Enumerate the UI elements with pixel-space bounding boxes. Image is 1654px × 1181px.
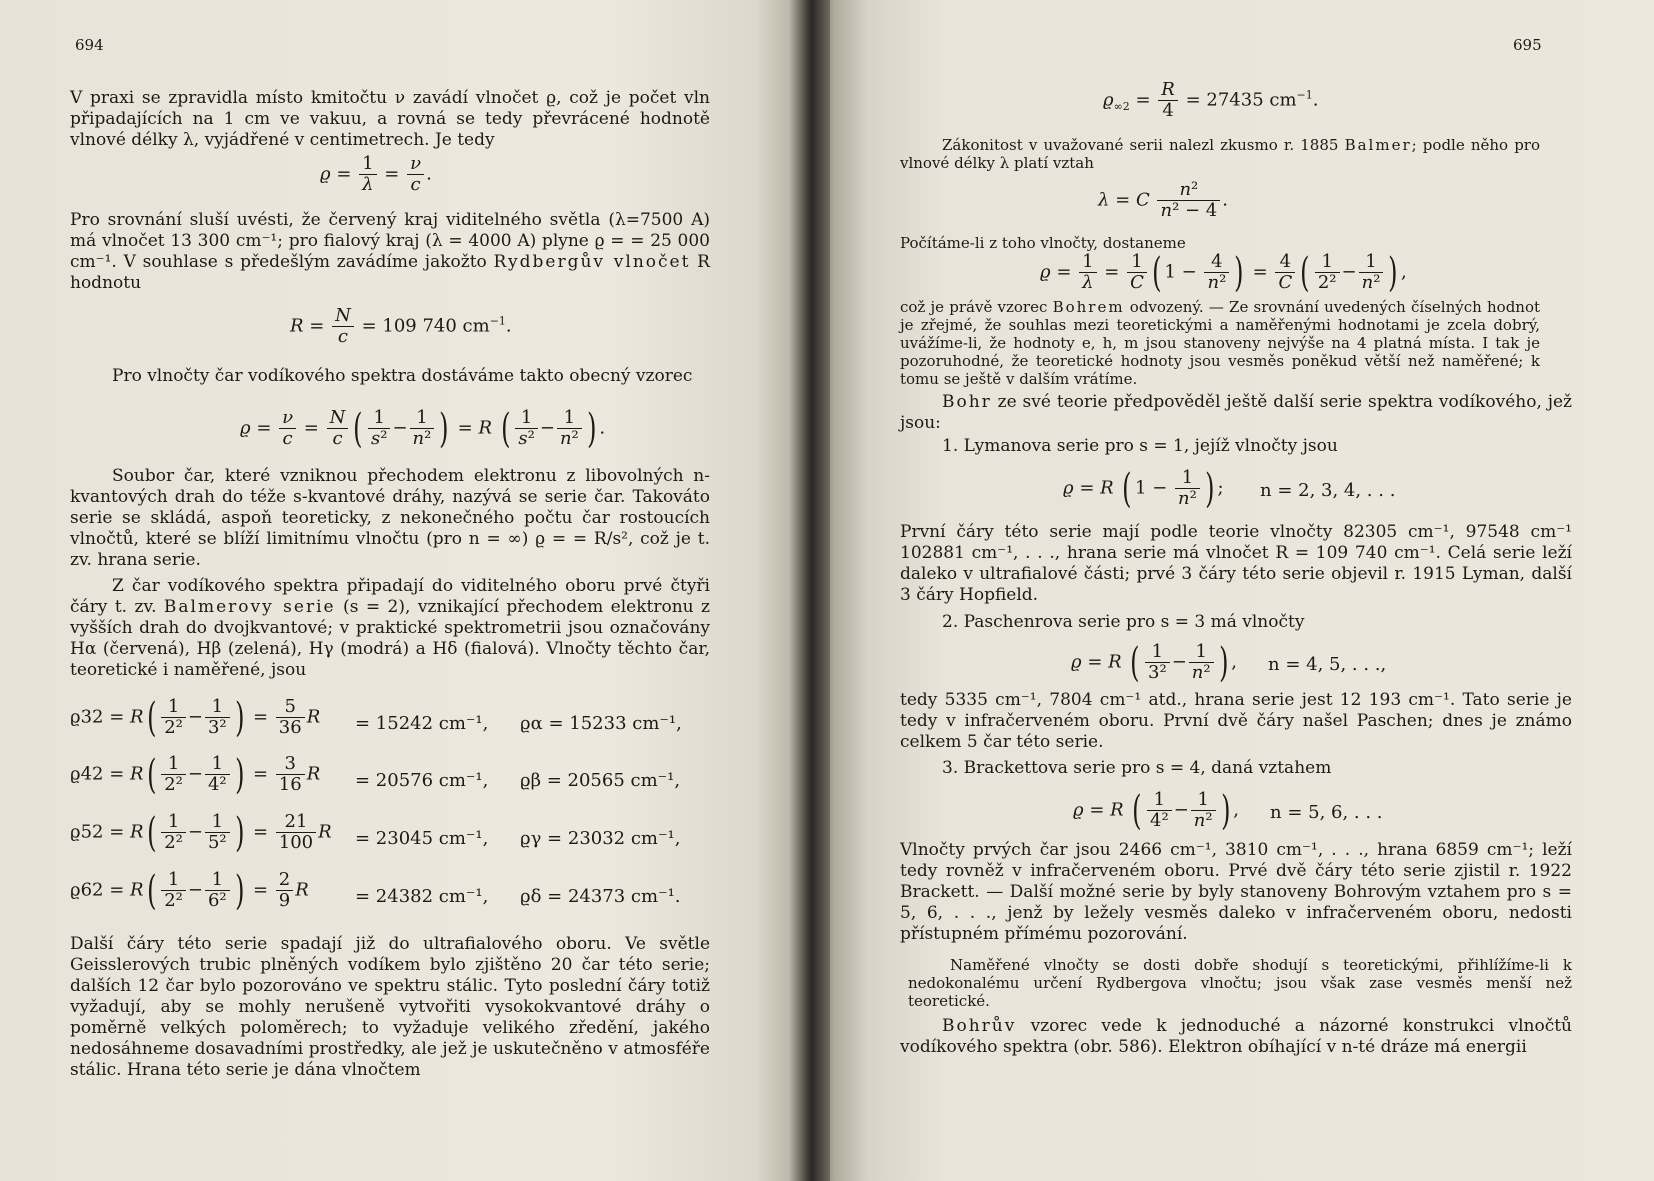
brackett-text: Vlnočty prvých čar jsou 2466 cm⁻¹, 3810 cm⁻¹, . . ., hrana 6859 cm⁻¹; leží tedy rovněž v infračerveném oboru. Prvé dvě čáry této serie zjistil r. 1922 Brackett. — Další možné serie by byly stanoveny Bohrovým vztahem pro s = 5, 6, . . ., jenž by ležely vesměs daleko v infračerveném oboru, nedosti přístupném přímému pozorování. — [900, 840, 1572, 944]
right-paragraph-4: Bohr ze své teorie předpověděl ještě další serie spektra vodíkového, jež jsou: — [900, 392, 1572, 433]
left-paragraph-4: Soubor čar, které vzniknou přechodem elektronu z libovolných n-kvantových drah do téže s-kvantové dráhy, nazývá se serie čar. Takováto serie se skládá, aspoň teoreticky, z nekonečného počtu čar rostoucích vlnočtů, které se blíží limitnímu vlnočtu (pro n = ∞) ϱ = = R/s², což je t. zv. hrana serie. — [70, 466, 710, 570]
left-equation-1: ϱ = $\frac{1}{\lambda}$ = $\frac{\nu}{c}$ . — [320, 153, 432, 195]
balmer-measured: ϱγ = 23032 cm⁻¹, — [520, 828, 681, 849]
balmer-measured: ϱα = 15233 cm⁻¹, — [520, 713, 682, 734]
left-equation-3: ϱ = $\frac{\nu}{c}$ = $\frac{N}{c}$ ( $\frac{1}{\text{s²}}$ − $\frac{1}{\text{n²}}$ ) = R ( $\frac{1}{\text{s²}}$ − $\frac{1}{\text{n²}}$ ) . — [240, 405, 606, 452]
brackett-equation: ϱ = R ( $\frac{1}{\text{4²}}$ − $\frac{1}{\text{n²}}$ ) , — [1073, 787, 1239, 834]
balmer-row: ϱ52 = R( $\frac{1}{\text{2²}}$ − $\frac{1}{\text{5²}}$ ) = $\frac{21}{100}$ R — [70, 809, 332, 856]
brackett-n-range: n = 5, 6, . . . — [1270, 802, 1383, 823]
right-page — [818, 0, 1654, 1181]
lyman-heading: 1. Lymanova serie pro s = 1, jejíž vlnočty jsou — [942, 436, 1338, 456]
right-paragraph-2: Počítáme-li z toho vlnočty, dostaneme — [900, 234, 1186, 252]
left-paragraph-3: Pro vlnočty čar vodíkového spektra dostáváme takto obecný vzorec — [112, 366, 693, 386]
lyman-equation: ϱ = R ( 1 − $\frac{1}{\text{n²}}$ ) ; — [1063, 465, 1224, 512]
left-paragraph-2: Pro srovnání sluší uvésti, že červený kraj viditelného světla (λ=7500 A) má vlnočet 13 300 cm⁻¹; pro fialový kraj (λ = 4000 A) plyne ϱ = = 25 000 cm⁻¹. V souhlase s předešlým zavádíme jakožto Rydbergův vlnočet R hodnotu — [70, 210, 710, 293]
balmer-row: ϱ32 = R( $\frac{1}{\text{2²}}$ − $\frac{1}{\text{3²}}$ ) = $\frac{5}{36}$ R — [70, 694, 321, 741]
balmer-row: ϱ62 = R( $\frac{1}{\text{2²}}$ − $\frac{1}{\text{6²}}$ ) = $\frac{2}{9}$ R — [70, 867, 309, 914]
right-paragraph-5: Bohrův vzorec vede k jednoduché a názorné konstrukci vlnočtů vodíkového spektra (obr. 586). Elektron obíhající v n-té dráze má energii — [900, 1016, 1572, 1057]
balmer-measured: ϱδ = 24373 cm⁻¹. — [520, 886, 681, 907]
paschen-heading: 2. Paschenrova serie pro s = 3 má vlnočty — [942, 612, 1305, 632]
balmer-value: = 20576 cm⁻¹, — [355, 770, 489, 791]
page-number-right: 695 — [1513, 36, 1542, 54]
right-equation-3: ϱ = $\frac{1}{\lambda}$ = $\frac{1}{C}$ ( 1 − $\frac{4}{\text{n²}}$ ) = $\frac{4}{C}$ ( $\frac{1}{\text{2²}}$ − $\frac{1}{\text{n²}}$ ) , — [1040, 249, 1407, 296]
left-page — [0, 0, 812, 1181]
paschen-equation: ϱ = R ( $\frac{1}{\text{3²}}$ − $\frac{1}{\text{n²}}$ ) , — [1071, 639, 1237, 686]
left-paragraph-6: Další čáry této serie spadají již do ultrafialového oboru. Ve světle Geisslerových trubic plněných vodíkem bylo zjištěno 20 čar této serie; dalších 12 čar bylo pozorováno ve spektru stálic. Tyto poslední čáry totiž vyžadují, aby se mohly nerušeně vytvořiti vysokokvantové dráhy o poměrně velkých poloměrech; to vyžaduje velikého zředění, jakého nedosáhneme dosavadními prostředky, ale jež je uskutečněno v atmosféře stálic. Hrana této serie je dána vlnočtem — [70, 934, 710, 1080]
note-small-print: Naměřené vlnočty se dosti dobře shodují s teoretickými, přihlížíme-li k nedokonalému určení Rydbergova vlnočtu; jsou však zase vesměs menší než teoretické. — [908, 956, 1572, 1010]
left-paragraph-5: Z čar vodíkového spektra připadají do viditelného oboru prvé čtyři čáry t. zv. Balmerovy serie (s = 2), vznikající přechodem elektronu z vyšších drah do dvojkvantové; v praktické spektrometrii jsou označovány Hα (červená), Hβ (zelená), Hγ (modrá) a Hδ (fialová). Vlnočty těchto čar, teoretické i naměřené, jsou — [70, 576, 710, 680]
left-equation-2: R = $\frac{N}{c}$ = 109 740 $cm^{-1}$. — [290, 305, 512, 347]
balmer-measured: ϱβ = 20565 cm⁻¹, — [520, 770, 681, 791]
balmer-value: = 15242 cm⁻¹, — [355, 713, 489, 734]
brackett-heading: 3. Brackettova serie pro s = 4, daná vztahem — [942, 758, 1332, 778]
right-equation-2: λ = C $\frac{\text{n²}}{\text{n² − 4}}$ . — [1098, 179, 1228, 221]
right-equation-1: $ϱ_{\infty 2}$ = $\frac{R}{4}$ = 27435 $cm^{-1}$. — [1103, 79, 1319, 121]
balmer-value: = 23045 cm⁻¹, — [355, 828, 489, 849]
paschen-n-range: n = 4, 5, . . ., — [1268, 654, 1387, 675]
right-paragraph-1: Zákonitost v uvažované serii nalezl zkusmo r. 1885 Balmer; podle něho pro vlnové délky λ platí vztah — [900, 136, 1540, 172]
left-paragraph-1: V praxi se zpravidla místo kmitočtu ν zavádí vlnočet ϱ, což je počet vln připadajících na 1 cm ve vakuu, a rovná se tedy převrácené hodnotě vlnové délky λ, vyjádřené v centimetrech. Je tedy — [70, 88, 710, 150]
right-paragraph-3: což je právě vzorec Bohrem odvozený. — Ze srovnání uvedených číselných hodnot je zřejmé, že souhlas mezi teoretickými a naměřenými hodnotami je zcela dobrý, uvážíme-li, že hodnoty e, h, m jsou stanoveny nejvýše na 4 platná místa. I tak je pozoruhodné, že teoretické hodnoty jsou vesměs poněkud větší než naměřené; k tomu se ještě v dalším vrátíme. — [900, 298, 1541, 388]
lyman-text: První čáry této serie mají podle teorie vlnočty 82305 cm⁻¹, 97548 cm⁻¹ 102881 cm⁻¹, . . ., hrana serie má vlnočet R = 109 740 cm⁻¹. Celá serie leží daleko v ultrafialové části; prvé 3 čáry této serie objevil r. 1915 Lyman, další 3 čáry Hopfield. — [900, 522, 1572, 605]
book-gutter — [790, 0, 830, 1181]
page-number-left: 694 — [75, 36, 104, 54]
balmer-row: ϱ42 = R( $\frac{1}{\text{2²}}$ − $\frac{1}{\text{4²}}$ ) = $\frac{3}{16}$ R — [70, 751, 321, 798]
balmer-value: = 24382 cm⁻¹, — [355, 886, 489, 907]
lyman-n-range: n = 2, 3, 4, . . . — [1260, 480, 1396, 501]
paschen-text: tedy 5335 cm⁻¹, 7804 cm⁻¹ atd., hrana serie jest 12 193 cm⁻¹. Tato serie je tedy v infračerveném oboru. První dvě čáry našel Paschen; dnes je známo celkem 5 čar této serie. — [900, 690, 1572, 752]
